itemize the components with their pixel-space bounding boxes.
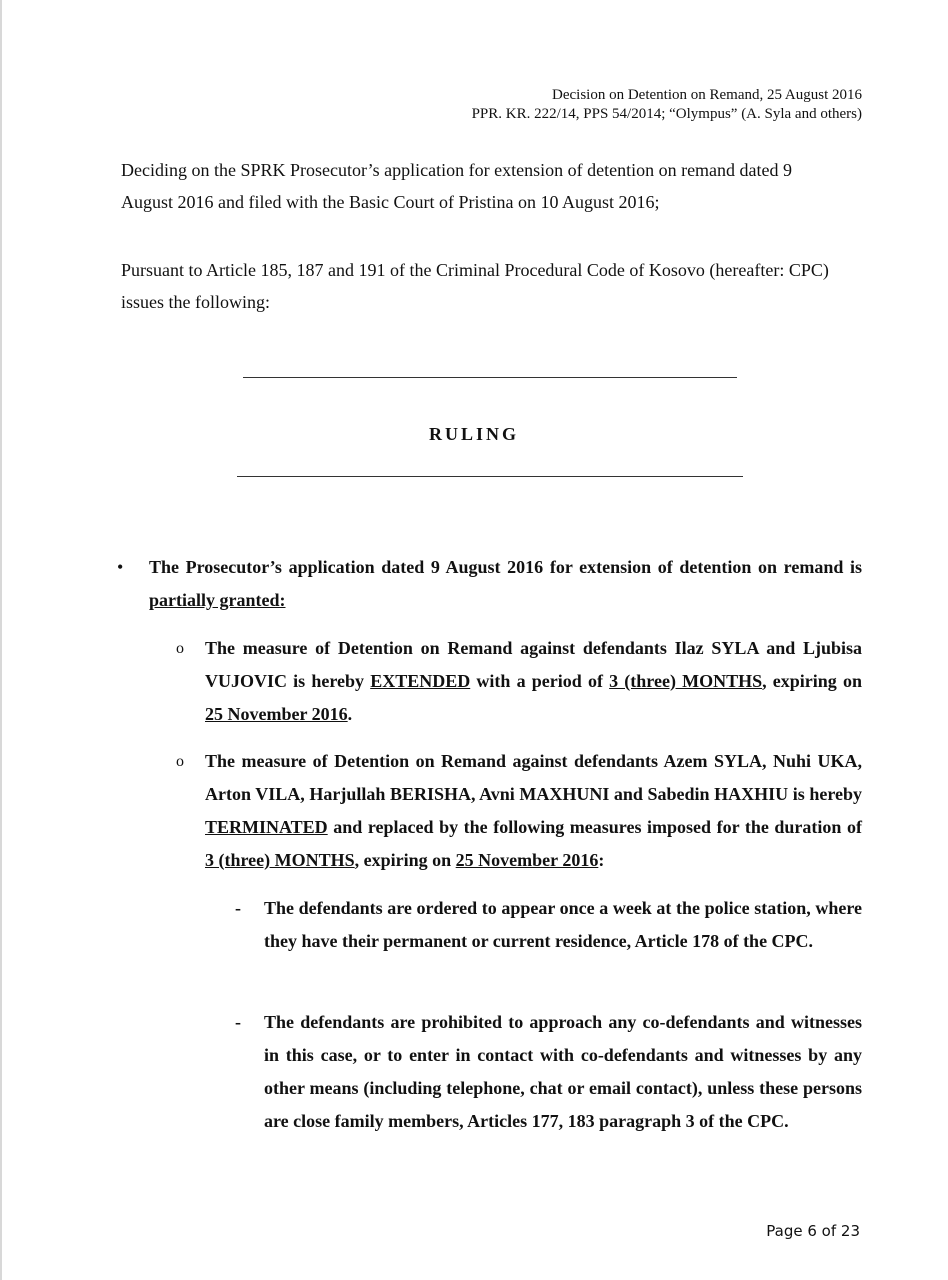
ruling-heading: RULING	[428, 424, 519, 444]
header-title: Decision on Detention on Remand, 25 August 2016	[552, 87, 862, 103]
circle-marker: o	[176, 640, 184, 657]
circle-marker: o	[176, 753, 184, 770]
sub2-text-2: and replaced by the following measures imposed for the duration of	[327, 817, 862, 837]
divider-bottom	[237, 476, 743, 477]
ruling-sub-extended	[205, 632, 862, 731]
measure-no-contact: The defendants are prohibited to approach any co-defendants and witnesses in this case, or to enter in contact with co-defendants and witnesses by any other means (including telephone, chat or email contact), unless these persons are close family members, Articles 177, 183 paragraph 3 of the CPC.	[264, 1012, 862, 1131]
ruling-sub-terminated	[205, 745, 862, 877]
sub1-duration: 3 (three) MONTHS	[609, 671, 763, 691]
bullet-text: The Prosecutor’s application dated 9 August 2016 for extension of detention on remand is	[149, 557, 862, 577]
divider-top	[243, 377, 737, 378]
sub2-text-4: :	[598, 850, 605, 870]
page-header	[472, 86, 862, 124]
dash-marker: -	[235, 898, 241, 918]
sub2-duration: 3 (three) MONTHS	[205, 850, 355, 870]
ruling-bullet-application	[149, 551, 862, 617]
page-number: Page 6 of 23	[766, 1222, 860, 1240]
intro-paragraph-pursuant: Pursuant to Article 185, 187 and 191 of the Criminal Procedural Code of Kosovo (hereafter: CPC) issues the following:	[121, 260, 829, 312]
sub1-extended: EXTENDED	[370, 671, 471, 691]
sub1-text-4: .	[347, 704, 353, 724]
intro-paragraph-deciding: Deciding on the SPRK Prosecutor’s application for extension of detention on remand dated 9 August 2016 and filed with the Basic Court of Pristina on 10 August 2016;	[121, 160, 793, 212]
sub2-text-3: , expiring on	[354, 850, 456, 870]
sub1-text-3: , expiring on	[762, 671, 862, 691]
dash-marker: -	[235, 1012, 241, 1032]
measure-appear-police: The defendants are ordered to appear once a week at the police station, where they have their permanent or current residence, Article 178 of the CPC.	[264, 898, 862, 951]
sub1-text-1: The measure of Detention on Remand against defendants Ilaz SYLA and Ljubisa VUJOVIC is hereby	[205, 638, 862, 691]
scan-edge	[0, 0, 2, 1280]
header-case-ref: PPR. KR. 222/14, PPS 54/2014; “Olympus” (A. Syla and others)	[471, 106, 862, 122]
bullet-underlined: partially granted:	[149, 590, 286, 610]
sub2-text-1: The measure of Detention on Remand against defendants Azem SYLA, Nuhi UKA, Arton VILA, Harjullah BERISHA, Avni MAXHUNI and Sabedin HAXHIU is hereby	[205, 751, 862, 804]
sub1-expiry-date: 25 November 2016	[205, 704, 348, 724]
sub2-terminated: TERMINATED	[205, 817, 328, 837]
bullet-marker: •	[117, 557, 124, 577]
sub1-text-2: with a period of	[470, 671, 610, 691]
sub2-expiry-date: 25 November 2016	[455, 850, 599, 870]
